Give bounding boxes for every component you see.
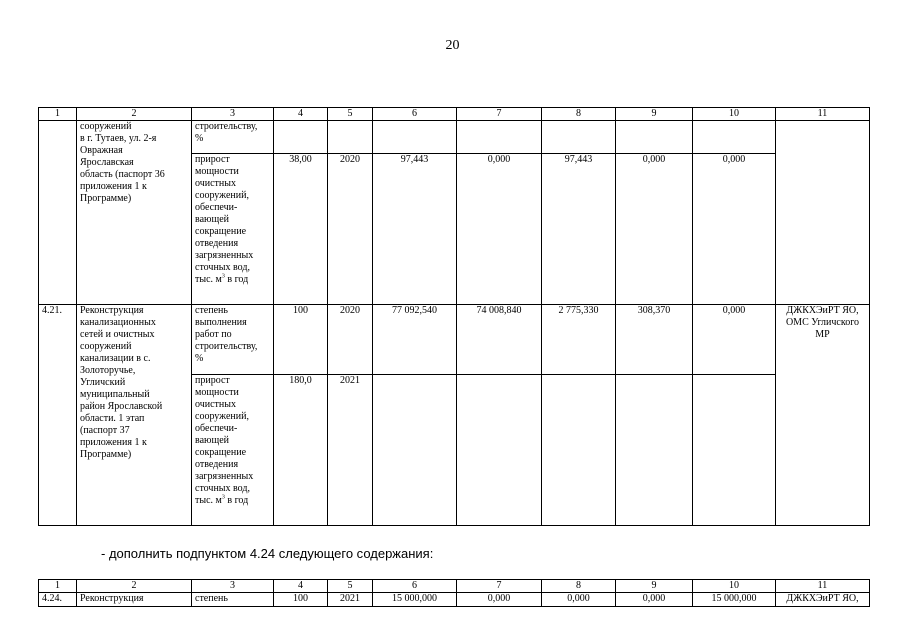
year [328,121,373,154]
indicator-label [192,154,274,305]
column-number: 10 [693,108,776,121]
indicator-label: степень [192,593,274,607]
item-name: сооружений в г. Тутаев, ул. 2-я Овражная Ярославская область (паспорт 36 приложения 1 к Программе) [77,121,192,305]
target-value: 100 [274,593,328,607]
year: 2020 [328,154,373,305]
item-name: Реконструкция канализационных сетей и очистных сооружений канализации в с. Золоторучье, Угличский муниципальный район Ярославской области. 1 этап (паспорт 37 приложения 1 к Программе) [77,305,192,526]
other-amount: 0,000 [693,154,776,305]
regional-amount [542,121,616,154]
column-number: 5 [328,580,373,593]
executor: ДЖКХЭиРТ ЯО, ОМС Угличского МР [776,305,870,526]
superscript: 3 [221,273,225,280]
column-number: 4 [274,580,328,593]
indicator-label-text: прирост мощности очистных сооружений, обеспечи- вающей сокращение отведения загрязненных сточных вод, тыс. м [195,154,254,285]
local-amount [616,375,693,526]
year: 2021 [328,375,373,526]
item-name: Реконструкция [77,593,192,607]
federal-amount: 74 008,840 [457,305,542,375]
regional-amount: 97,443 [542,154,616,305]
amendment-note: - дополнить подпунктом 4.24 следующего содержания: [101,546,434,561]
total-amount: 97,443 [373,154,457,305]
column-number: 6 [373,580,457,593]
item-number [39,121,77,305]
total-amount: 15 000,000 [373,593,457,607]
other-amount [693,375,776,526]
other-amount: 0,000 [693,305,776,375]
target-value: 100 [274,305,328,375]
column-number-row [39,580,870,593]
executor [776,121,870,305]
federal-amount [457,375,542,526]
column-number: 9 [616,580,693,593]
other-amount: 15 000,000 [693,593,776,607]
page-number: 20 [445,38,460,53]
federal-amount: 0,000 [457,593,542,607]
item-number: 4.21. [39,305,77,526]
column-number-row [39,108,870,121]
column-number: 2 [77,580,192,593]
column-number: 6 [373,108,457,121]
column-number: 4 [274,108,328,121]
column-number: 1 [39,580,77,593]
regional-amount: 2 775,330 [542,305,616,375]
target-value: 38,00 [274,154,328,305]
column-number: 3 [192,108,274,121]
column-number: 1 [39,108,77,121]
target-value: 180,0 [274,375,328,526]
superscript: 3 [221,494,225,501]
executor: ДЖКХЭиРТ ЯО, [776,593,870,607]
regional-amount: 0,000 [542,593,616,607]
item-number: 4.24. [39,593,77,607]
addition-table [38,579,870,607]
column-number: 11 [776,580,870,593]
target-value [274,121,328,154]
table-row [39,305,870,375]
local-amount: 0,000 [616,154,693,305]
total-amount [373,375,457,526]
local-amount: 0,000 [616,593,693,607]
column-number: 3 [192,580,274,593]
total-amount: 77 092,540 [373,305,457,375]
other-amount [693,121,776,154]
federal-amount: 0,000 [457,154,542,305]
local-amount [616,121,693,154]
column-number: 11 [776,108,870,121]
column-number: 5 [328,108,373,121]
column-number: 7 [457,580,542,593]
table-row [39,593,870,607]
regional-amount [542,375,616,526]
table-row [39,121,870,154]
column-number: 8 [542,580,616,593]
column-number: 9 [616,108,693,121]
indicator-label-tail: в год [224,495,249,506]
indicator-label: строительству, % [192,121,274,154]
federal-amount [457,121,542,154]
indicator-label: степень выполнения работ по строительству, % [192,305,274,375]
year: 2021 [328,593,373,607]
total-amount [373,121,457,154]
indicator-label-tail: в год [224,274,249,285]
local-amount: 308,370 [616,305,693,375]
indicator-label-text: прирост мощности очистных сооружений, обеспечи- вающей сокращение отведения загрязненных сточных вод, тыс. м [195,375,254,506]
column-number: 10 [693,580,776,593]
column-number: 2 [77,108,192,121]
column-number: 7 [457,108,542,121]
year: 2020 [328,305,373,375]
program-table [38,107,870,526]
indicator-label [192,375,274,526]
column-number: 8 [542,108,616,121]
